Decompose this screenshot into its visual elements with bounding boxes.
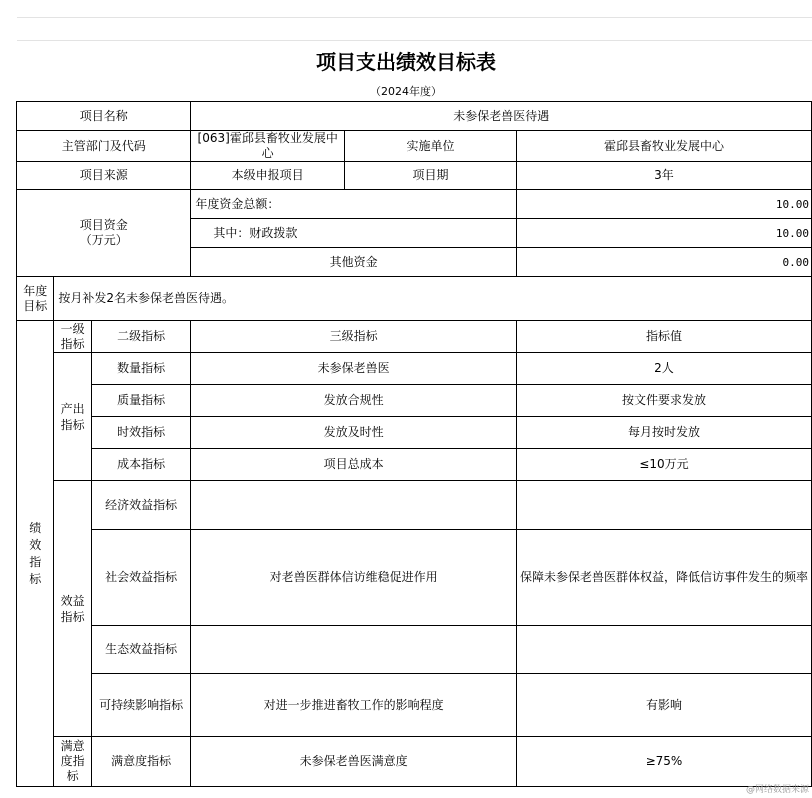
project-name-value: 未参保老兽医待遇 bbox=[191, 102, 812, 131]
period-label: 项目期 bbox=[344, 162, 516, 190]
table-row bbox=[17, 530, 812, 626]
value-cell: 每月按时发放 bbox=[516, 417, 811, 449]
l2-cell: 时效指标 bbox=[91, 417, 191, 449]
l3-cell: 发放合规性 bbox=[191, 385, 517, 417]
l2-cell: 生态效益指标 bbox=[91, 626, 191, 674]
header-value: 指标值 bbox=[516, 321, 811, 353]
header-l2: 二级指标 bbox=[91, 321, 191, 353]
fund-total-value: 10.00 bbox=[516, 190, 811, 219]
output-label-text: 产出指标 bbox=[60, 401, 85, 432]
l2-cell: 经济效益指标 bbox=[91, 481, 191, 530]
table-row bbox=[17, 737, 812, 787]
table-row bbox=[17, 277, 812, 321]
l3-cell: 未参保老兽医 bbox=[191, 353, 517, 385]
perf-label bbox=[17, 321, 54, 787]
table-row bbox=[17, 385, 812, 417]
l3-cell bbox=[191, 626, 517, 674]
table-row bbox=[17, 353, 812, 385]
header-l1-text: 一级指标 bbox=[60, 321, 85, 351]
value-cell bbox=[516, 626, 811, 674]
output-label bbox=[54, 353, 91, 481]
page-title: 项目支出绩效目标表 bbox=[316, 50, 496, 74]
dept-label: 主管部门及代码 bbox=[17, 131, 191, 162]
source-label: 项目来源 bbox=[17, 162, 191, 190]
l3-cell: 对进一步推进畜牧工作的影响程度 bbox=[191, 674, 517, 737]
satisfaction-label bbox=[54, 737, 91, 787]
table-row bbox=[17, 321, 812, 353]
fund-total-label: 年度资金总额： bbox=[191, 190, 517, 219]
fund-label bbox=[17, 190, 191, 277]
table-row bbox=[17, 417, 812, 449]
header-l1 bbox=[54, 321, 91, 353]
table-row bbox=[17, 674, 812, 737]
l3-cell: 发放及时性 bbox=[191, 417, 517, 449]
fund-label-text: 项目资金（万元） bbox=[79, 218, 128, 247]
l2-cell: 数量指标 bbox=[91, 353, 191, 385]
impl-label: 实施单位 bbox=[344, 131, 516, 162]
goal-label-text: 年度目标 bbox=[23, 283, 48, 313]
value-cell: ≤10万元 bbox=[516, 449, 811, 481]
table-row bbox=[17, 449, 812, 481]
fund-fiscal-label: 其中：财政拨款 bbox=[191, 219, 517, 248]
value-cell: 按文件要求发放 bbox=[516, 385, 811, 417]
l2-cell: 成本指标 bbox=[91, 449, 191, 481]
goal-value: 按月补发2名未参保老兽医待遇。 bbox=[54, 277, 812, 321]
value-cell: ≥75% bbox=[516, 737, 811, 787]
impl-value: 霍邱县畜牧业发展中心 bbox=[516, 131, 811, 162]
watermark: @网络数据来源 bbox=[745, 785, 809, 795]
dept-value: [063]霍邱县畜牧业发展中心 bbox=[191, 131, 345, 162]
goal-label bbox=[17, 277, 54, 321]
benefit-label bbox=[54, 481, 91, 737]
value-cell bbox=[516, 481, 811, 530]
l2-cell: 质量指标 bbox=[91, 385, 191, 417]
table-row bbox=[17, 481, 812, 530]
table-row bbox=[17, 190, 812, 219]
header-l3: 三级指标 bbox=[191, 321, 517, 353]
value-cell: 保障未参保老兽医群体权益，降低信访事件发生的频率 bbox=[516, 530, 811, 626]
year-label: （2024年度） bbox=[370, 85, 442, 98]
satisfaction-label-text: 满意度指标 bbox=[60, 739, 85, 783]
table-row bbox=[17, 626, 812, 674]
value-cell: 2人 bbox=[516, 353, 811, 385]
table-row bbox=[17, 102, 812, 131]
benefit-label-text: 效益指标 bbox=[60, 593, 85, 624]
fund-fiscal-value: 10.00 bbox=[516, 219, 811, 248]
l3-cell bbox=[191, 481, 517, 530]
value-cell: 有影响 bbox=[516, 674, 811, 737]
l3-cell: 项目总成本 bbox=[191, 449, 517, 481]
performance-table bbox=[16, 101, 812, 787]
perf-label-text: 绩效指标 bbox=[29, 520, 42, 586]
period-value: 3年 bbox=[516, 162, 811, 190]
l2-cell: 满意度指标 bbox=[91, 737, 191, 787]
project-name-label: 项目名称 bbox=[17, 102, 191, 131]
l2-cell: 社会效益指标 bbox=[91, 530, 191, 626]
table-row bbox=[17, 131, 812, 162]
source-value: 本级申报项目 bbox=[191, 162, 345, 190]
table-row bbox=[17, 162, 812, 190]
l3-cell: 对老兽医群体信访维稳促进作用 bbox=[191, 530, 517, 626]
l2-cell: 可持续影响指标 bbox=[91, 674, 191, 737]
fund-other-label: 其他资金 bbox=[191, 248, 517, 277]
fund-other-value: 0.00 bbox=[516, 248, 811, 277]
l3-cell: 未参保老兽医满意度 bbox=[191, 737, 517, 787]
